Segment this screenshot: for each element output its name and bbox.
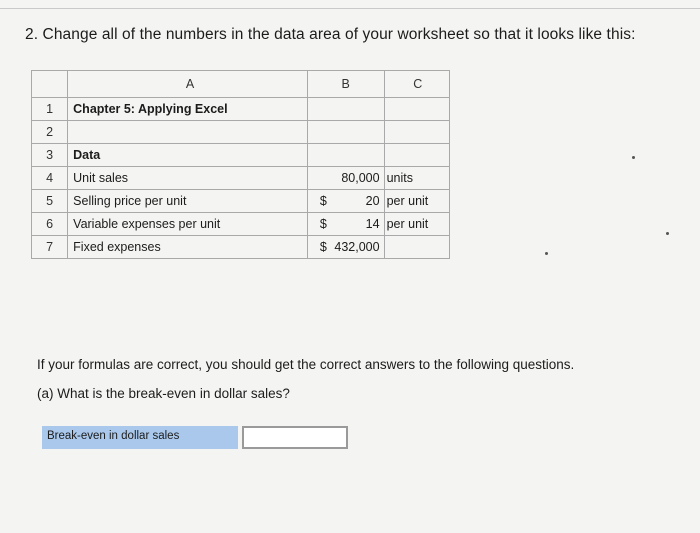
sheet-row — [32, 98, 450, 121]
corner-cell — [32, 71, 68, 98]
sheet-row — [32, 144, 450, 167]
row-number[interactable]: 6 — [32, 213, 68, 236]
cell-c4[interactable]: units — [384, 167, 449, 190]
row-number[interactable]: 5 — [32, 190, 68, 213]
question-a: (a) What is the break-even in dollar sales? — [37, 386, 290, 401]
sheet-row — [32, 121, 450, 144]
cell-b5-symbol: $ — [319, 194, 327, 208]
cell-a5[interactable]: Selling price per unit — [68, 190, 308, 213]
row-number[interactable]: 4 — [32, 167, 68, 190]
sheet-row — [32, 190, 450, 213]
cell-a1[interactable]: Chapter 5: Applying Excel — [68, 98, 308, 121]
row-number[interactable]: 2 — [32, 121, 68, 144]
cell-b5[interactable] — [307, 190, 384, 213]
sheet-row — [32, 236, 450, 259]
speck — [666, 232, 669, 235]
cell-c6[interactable]: per unit — [384, 213, 449, 236]
cell-a7[interactable]: Fixed expenses — [68, 236, 308, 259]
cell-b7[interactable] — [307, 236, 384, 259]
answer-row — [42, 426, 348, 449]
cell-b4[interactable] — [307, 167, 384, 190]
worksheet — [31, 70, 450, 259]
cell-b5-value: 20 — [365, 194, 380, 208]
cell-b3[interactable] — [307, 144, 384, 167]
question-intro: If your formulas are correct, you should get the correct answers to the following questions. — [37, 357, 575, 372]
cell-a2[interactable] — [68, 121, 308, 144]
cell-c7[interactable] — [384, 236, 449, 259]
cell-a6[interactable]: Variable expenses per unit — [68, 213, 308, 236]
speck — [545, 252, 548, 255]
cell-a3[interactable]: Data — [68, 144, 308, 167]
cell-c3[interactable] — [384, 144, 449, 167]
row-number[interactable]: 1 — [32, 98, 68, 121]
cell-c1[interactable] — [384, 98, 449, 121]
break-even-input[interactable] — [242, 426, 348, 449]
speck — [632, 156, 635, 159]
column-header-b[interactable]: B — [307, 71, 384, 98]
sheet-row — [32, 213, 450, 236]
cell-b6-value: 14 — [365, 217, 380, 231]
top-divider — [0, 8, 700, 9]
column-header-c[interactable]: C — [384, 71, 449, 98]
cell-b1[interactable] — [307, 98, 384, 121]
cell-b4-value: 80,000 — [341, 171, 380, 185]
column-header-a[interactable]: A — [68, 71, 308, 98]
row-number[interactable]: 3 — [32, 144, 68, 167]
answer-label: Break-even in dollar sales — [42, 426, 238, 449]
cell-b7-symbol: $ — [319, 240, 327, 254]
instruction-text: 2. Change all of the numbers in the data area of your worksheet so that it looks like this: — [25, 26, 636, 43]
sheet-row — [32, 167, 450, 190]
column-header-row — [32, 71, 450, 98]
cell-c2[interactable] — [384, 121, 449, 144]
cell-b6-symbol: $ — [319, 217, 327, 231]
cell-a4[interactable]: Unit sales — [68, 167, 308, 190]
row-number[interactable]: 7 — [32, 236, 68, 259]
cell-b6[interactable] — [307, 213, 384, 236]
cell-b2[interactable] — [307, 121, 384, 144]
cell-c5[interactable]: per unit — [384, 190, 449, 213]
cell-b7-value: 432,000 — [334, 240, 380, 254]
